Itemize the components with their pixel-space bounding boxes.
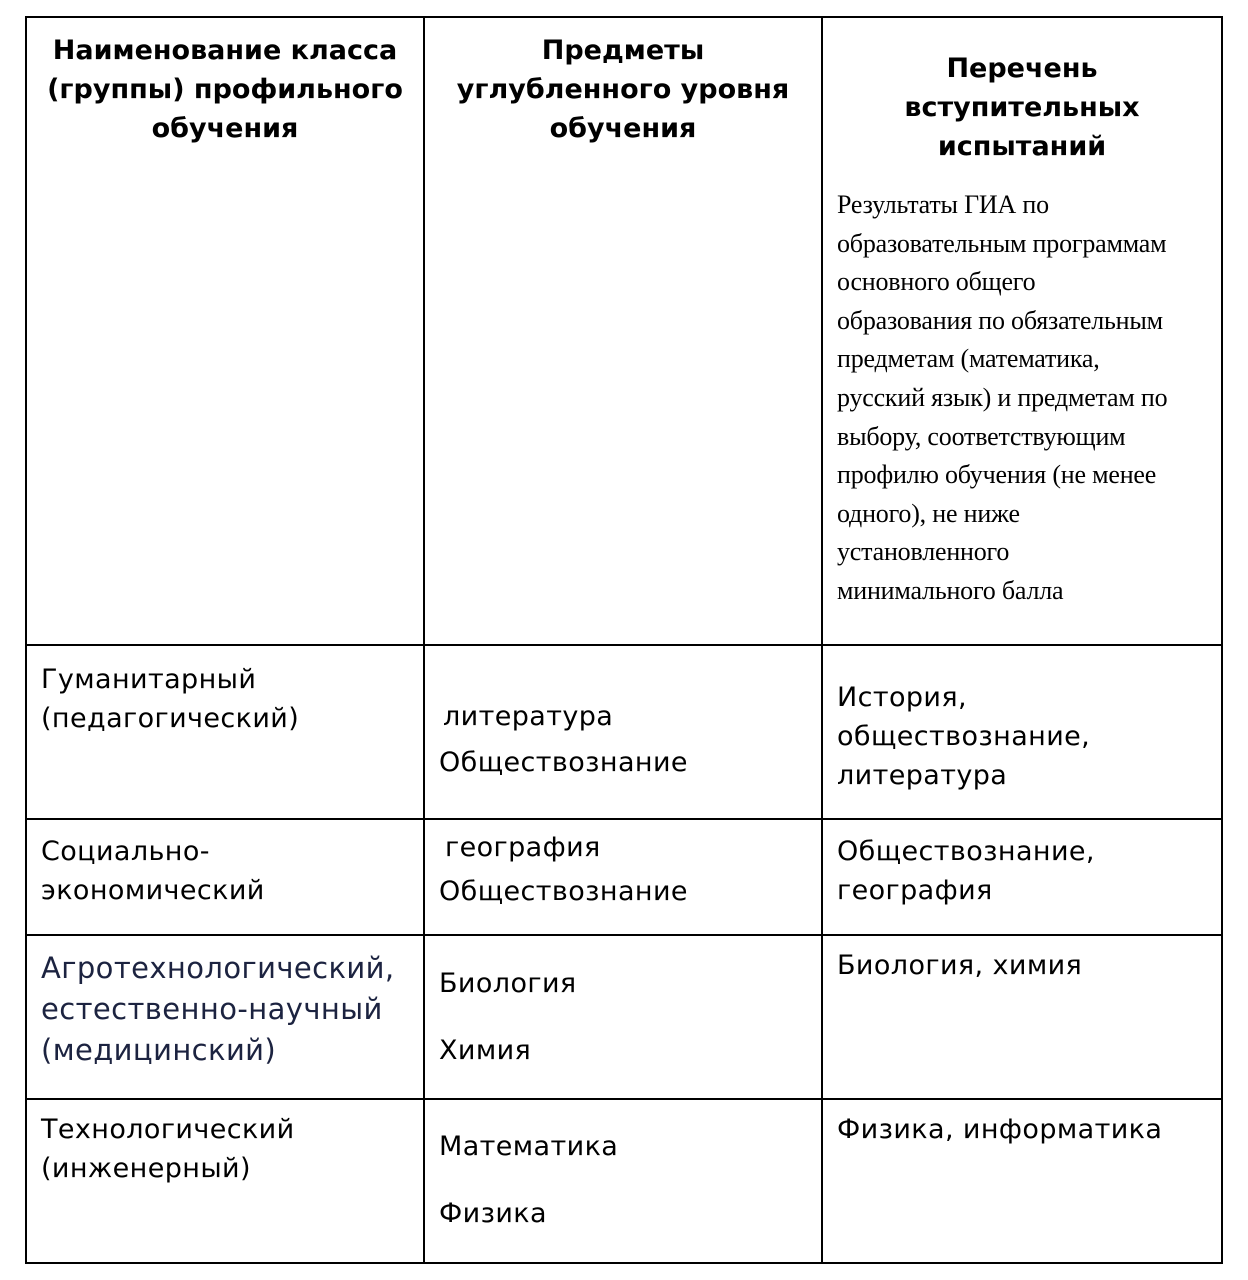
exams-list: Биология, химия: [837, 950, 1083, 981]
header-class-name-cell: [26, 17, 424, 645]
header-subjects: Предметы углубленного уровня обучения: [456, 35, 790, 144]
class-name-cell: [26, 645, 424, 819]
exams-cell: [822, 819, 1222, 935]
header-class-name: Наименование класса (группы) профильного обучения: [47, 35, 403, 144]
table-row: [26, 645, 1222, 819]
table-header-row: [26, 17, 1222, 645]
table-row: [26, 819, 1222, 935]
exams-list: Физика, информатика: [837, 1114, 1163, 1145]
table-row: [26, 1099, 1222, 1263]
class-name: Гуманитарный (педагогический): [41, 664, 300, 734]
header-exams-cell: [822, 17, 1222, 645]
exams-cell: [822, 1099, 1222, 1263]
exams-cell: [822, 935, 1222, 1099]
subjects-cell: [424, 1099, 822, 1263]
class-name-cell: [26, 935, 424, 1099]
exams-cell: [822, 645, 1222, 819]
subjects-cell: [424, 935, 822, 1099]
header-exams: Перечень вступительных испытаний: [904, 53, 1140, 162]
subjects-list: география Обществознание: [439, 832, 688, 907]
subjects-cell: [424, 645, 822, 819]
profile-classes-table: [25, 16, 1223, 1264]
exams-list: История, обществознание, литература: [837, 682, 1091, 791]
exam-requirements-note: Результаты ГИА по образовательным программам основного общего образования по обязательным предметам (математика, русский язык) и предметам по выбору, соответствующим профилю обучения (не менее одного), не ниже установленного минимального балла: [837, 190, 1168, 605]
table-row: [26, 935, 1222, 1099]
class-name: Социально- экономический: [41, 836, 265, 906]
exams-list: Обществознание, география: [837, 836, 1095, 906]
class-name-cell: [26, 1099, 424, 1263]
subjects-list: Математика Физика: [439, 1131, 619, 1229]
class-name: Агротехнологический, естественно-научный (медицинский): [41, 951, 395, 1067]
subjects-cell: [424, 819, 822, 935]
class-name: Технологический (инженерный): [41, 1114, 295, 1184]
header-subjects-cell: [424, 17, 822, 645]
subjects-list: Биология Химия: [439, 968, 577, 1066]
class-name-cell: [26, 819, 424, 935]
subjects-list: литература Обществознание: [439, 701, 688, 778]
